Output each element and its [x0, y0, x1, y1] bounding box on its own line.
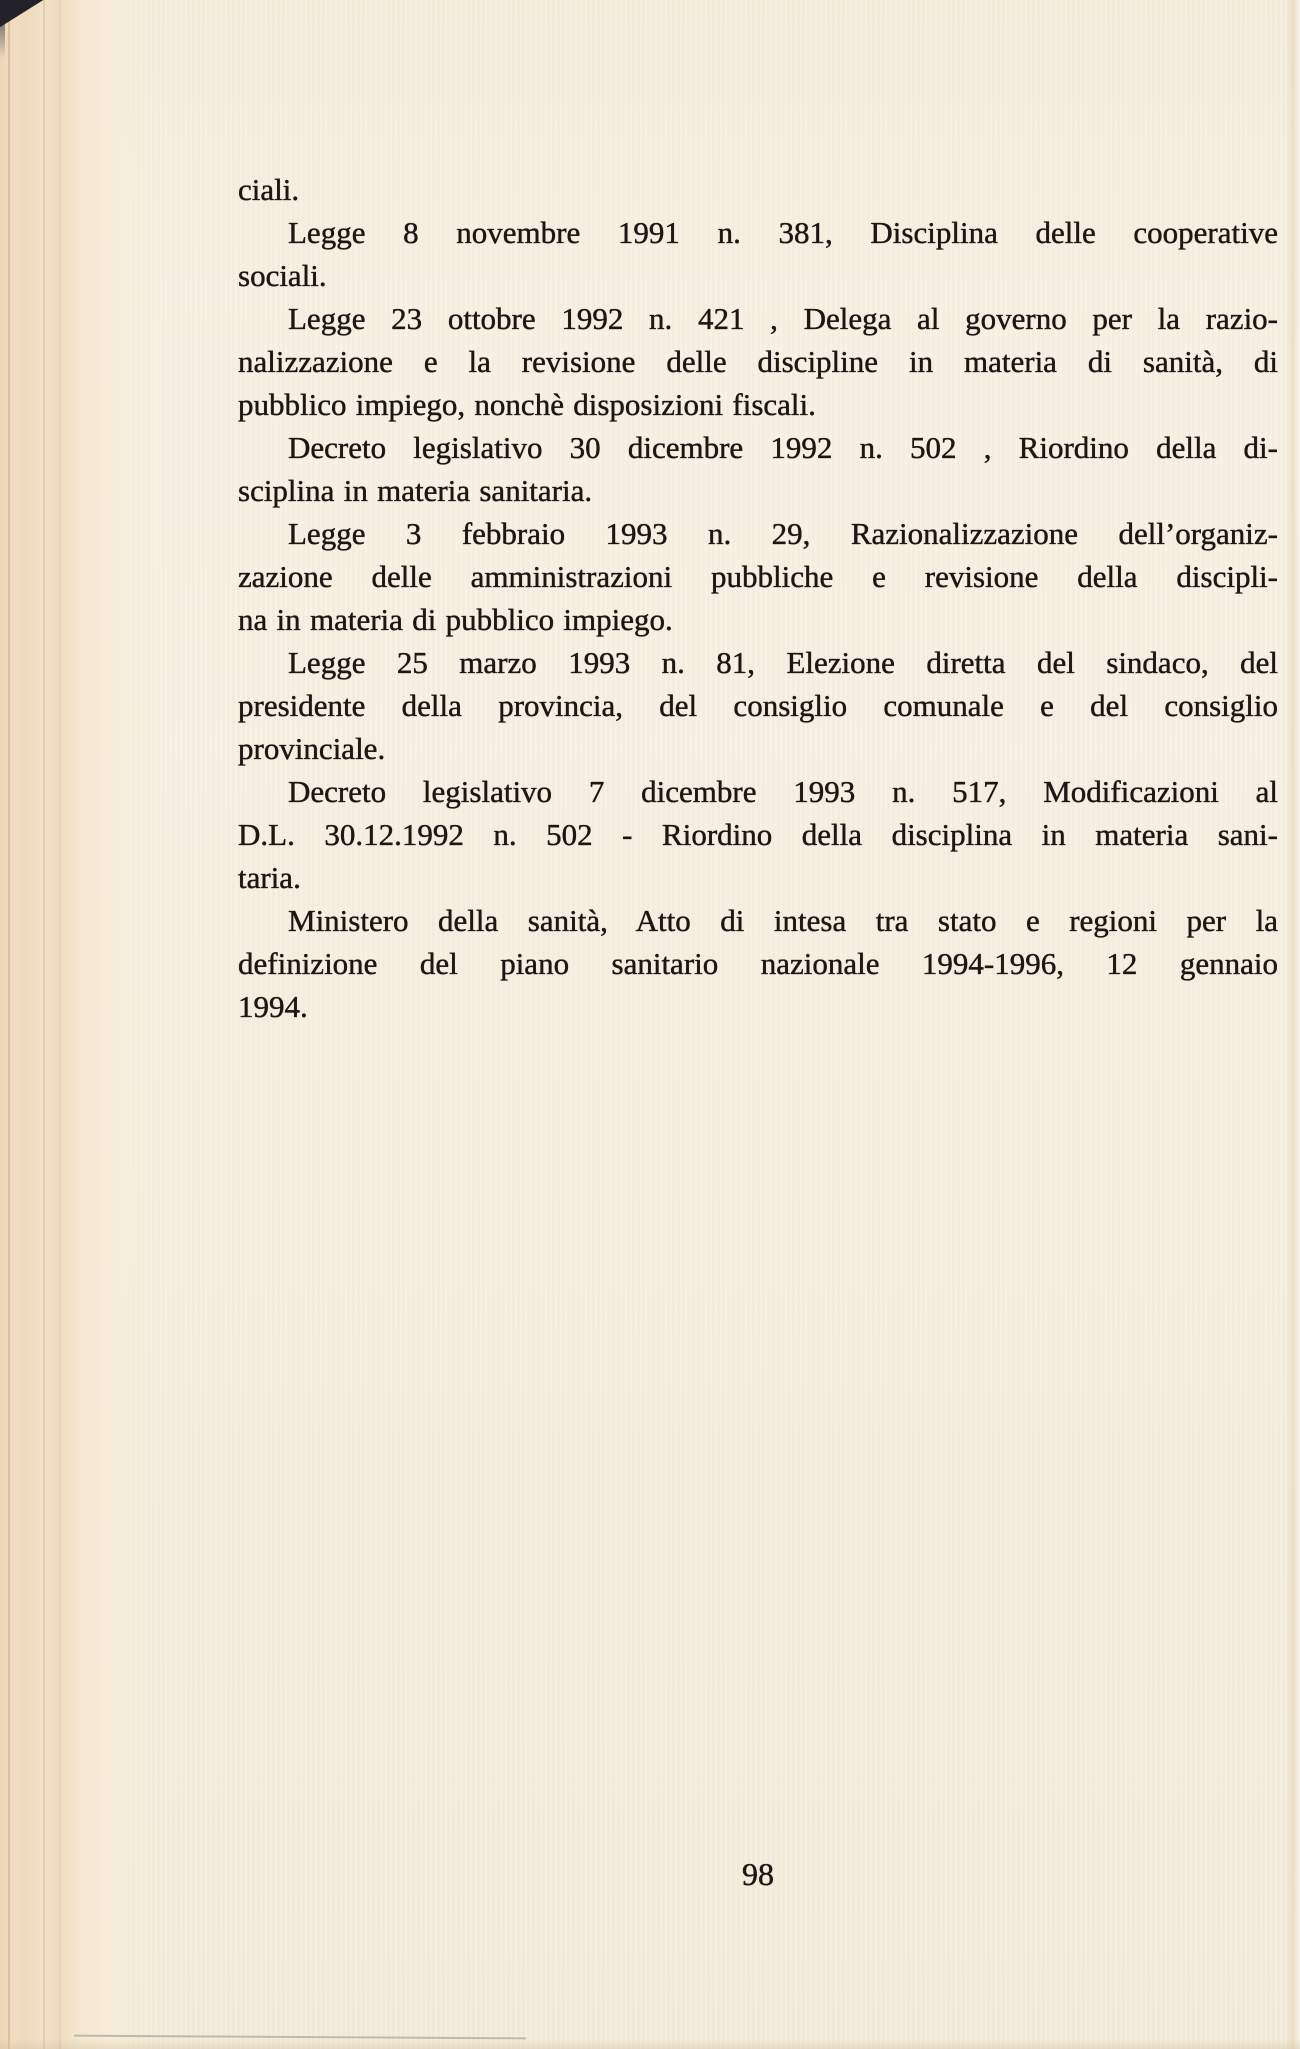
text-line: ciali. [238, 172, 300, 207]
page-edge-line [59, 0, 61, 2049]
text-line: sciplina in materia sanitaria. [238, 473, 593, 508]
book-left-page-edges [0, 0, 160, 2049]
text-line: Legge 25 marzo 1993 n. 81, Elezione diretta del sindaco, del [288, 645, 1278, 680]
text-block [238, 168, 1278, 1028]
page-number: 98 [742, 1856, 774, 1892]
corner-shadow-mark [0, 0, 45, 29]
page-edge-line [8, 0, 10, 2049]
text-line: 1994. [238, 989, 308, 1024]
text-line: definizione del piano sanitario nazionale 1994-1996, 12 gennaio [238, 946, 1278, 981]
text-line: Decreto legislativo 30 dicembre 1992 n. 502 , Riordino della di- [288, 430, 1278, 465]
text-line: Ministero della sanità, Atto di intesa tra stato e regioni per la [288, 903, 1278, 938]
text-line: Legge 8 novembre 1991 n. 381, Disciplina delle cooperative [288, 215, 1278, 250]
text-line: provinciale. [238, 731, 386, 766]
text-line: nalizzazione e la revisione delle discipline in materia di sanità, di [238, 344, 1278, 379]
text-line: Legge 23 ottobre 1992 n. 421 , Delega al governo per la razio- [288, 301, 1278, 336]
bottom-page-shade [0, 2039, 1300, 2049]
text-line: na in materia di pubblico impiego. [238, 602, 673, 637]
text-line: sociali. [238, 258, 327, 293]
text-line: taria. [238, 860, 301, 895]
text-lines [238, 168, 1278, 1028]
page-edge-line [43, 0, 45, 2049]
text-line: pubblico impiego, nonchè disposizioni fiscali. [238, 387, 816, 422]
page-right-edge [1286, 0, 1300, 2049]
text-line: Legge 3 febbraio 1993 n. 29, Razionalizzazione dell’organiz- [288, 516, 1278, 551]
text-line: presidente della provincia, del consiglio comunale e del consiglio [238, 688, 1278, 723]
text-line: D.L. 30.12.1992 n. 502 - Riordino della disciplina in materia sani- [238, 817, 1278, 852]
text-line: Decreto legislativo 7 dicembre 1993 n. 517, Modificazioni al [288, 774, 1278, 809]
text-line: zazione delle amministrazioni pubbliche e revisione della discipli- [238, 559, 1278, 594]
corner-shadow-streak [0, 0, 5, 58]
